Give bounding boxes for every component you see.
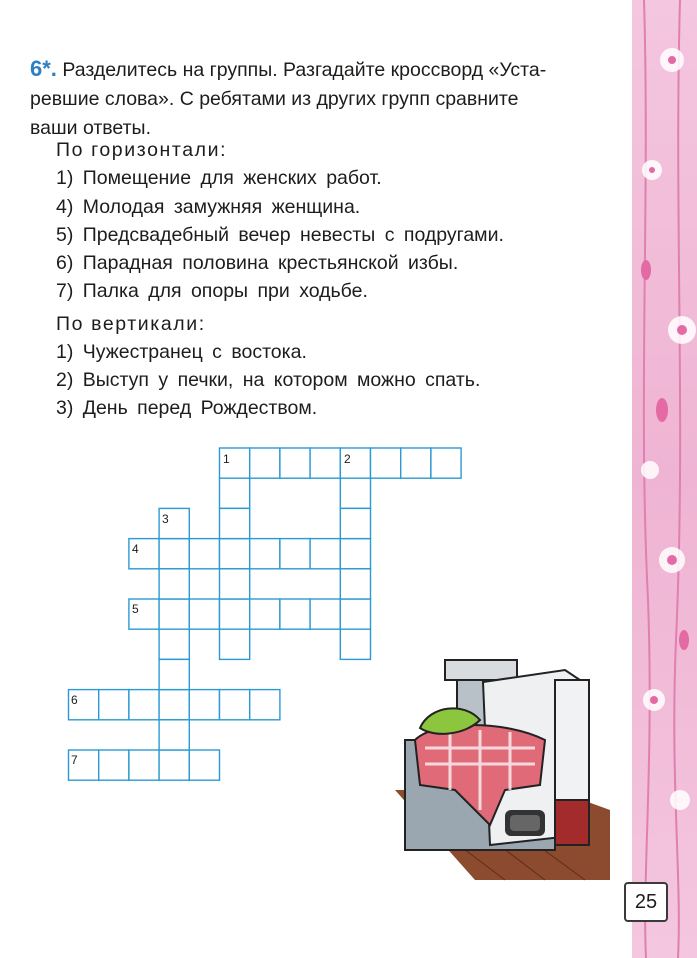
across-clue-1: 1) Помещение для женских работ. xyxy=(56,167,382,189)
crossword-cell[interactable] xyxy=(129,750,159,780)
cell-number-3: 3 xyxy=(162,512,169,526)
across-clue-5: 5) Предсвадебный вечер невесты с подругами. xyxy=(56,224,504,246)
crossword-cell[interactable] xyxy=(310,599,340,629)
across-clue-7: 7) Палка для опоры при ходьбе. xyxy=(56,280,368,302)
crossword-cell[interactable] xyxy=(340,629,370,659)
crossword-cell[interactable] xyxy=(189,599,219,629)
down-heading: По вертикали: xyxy=(56,313,206,335)
crossword-cell[interactable] xyxy=(340,478,370,508)
crossword-cell[interactable] xyxy=(159,690,189,720)
page-number: 25 xyxy=(624,882,668,922)
across-clue-4: 4) Молодая замужняя женщина. xyxy=(56,196,361,218)
cell-number-6: 6 xyxy=(71,693,78,707)
crossword-cell[interactable] xyxy=(129,690,159,720)
crossword-cell[interactable] xyxy=(159,659,189,689)
cell-number-5: 5 xyxy=(132,602,139,616)
crossword-cell[interactable] xyxy=(220,690,250,720)
crossword-cell[interactable] xyxy=(220,539,250,569)
crossword-cell[interactable] xyxy=(250,690,280,720)
crossword-cell[interactable] xyxy=(189,690,219,720)
crossword-cell[interactable] xyxy=(340,569,370,599)
crossword-cell[interactable] xyxy=(401,448,431,478)
crossword-cell[interactable] xyxy=(220,569,250,599)
crossword-cell[interactable] xyxy=(280,539,310,569)
across-heading: По горизонтали: xyxy=(56,139,228,161)
crossword-cell[interactable] xyxy=(159,539,189,569)
crossword-cell[interactable] xyxy=(220,508,250,538)
crossword-cell[interactable] xyxy=(250,448,280,478)
cell-number-4: 4 xyxy=(132,542,139,556)
crossword-cell[interactable] xyxy=(159,599,189,629)
crossword-cell[interactable] xyxy=(159,569,189,599)
crossword-cell[interactable] xyxy=(310,539,340,569)
crossword-cell[interactable] xyxy=(189,539,219,569)
cell-number-1: 1 xyxy=(223,452,230,466)
crossword-cell[interactable] xyxy=(250,539,280,569)
crossword-cell[interactable] xyxy=(159,720,189,750)
crossword-cell[interactable] xyxy=(220,599,250,629)
crossword-cell[interactable] xyxy=(250,599,280,629)
task-line-2: ревшие слова». С ребятами из других групп сравните xyxy=(30,88,519,110)
across-clue-6: 6) Парадная половина крестьянской избы. xyxy=(56,252,459,274)
down-clue-3: 3) День перед Рождеством. xyxy=(56,397,318,419)
stove-illustration xyxy=(395,640,610,890)
crossword-cell[interactable] xyxy=(220,478,250,508)
crossword-cell[interactable] xyxy=(189,750,219,780)
crossword-cell[interactable] xyxy=(310,448,340,478)
crossword-cell[interactable] xyxy=(99,690,129,720)
task-line-1: Разделитесь на группы. Разгадайте кроссворд «Уста- xyxy=(62,59,547,81)
crossword-cell[interactable] xyxy=(99,750,129,780)
cell-number-7: 7 xyxy=(71,753,78,767)
task-line-3: ваши ответы. xyxy=(30,117,151,139)
crossword-cell[interactable] xyxy=(371,448,401,478)
cell-number-2: 2 xyxy=(344,452,351,466)
crossword-cell[interactable] xyxy=(340,539,370,569)
crossword-cell[interactable] xyxy=(340,599,370,629)
crossword-cell[interactable] xyxy=(220,629,250,659)
down-clue-1: 1) Чужестранец с востока. xyxy=(56,341,307,363)
crossword-cell[interactable] xyxy=(159,629,189,659)
crossword-cell[interactable] xyxy=(431,448,461,478)
crossword-cell[interactable] xyxy=(280,599,310,629)
crossword-cell[interactable] xyxy=(280,448,310,478)
crossword-cell[interactable] xyxy=(340,508,370,538)
task-number: 6*. xyxy=(30,56,57,81)
down-clue-2: 2) Выступ у печки, на котором можно спать. xyxy=(56,369,481,391)
crossword-cell[interactable] xyxy=(159,750,189,780)
